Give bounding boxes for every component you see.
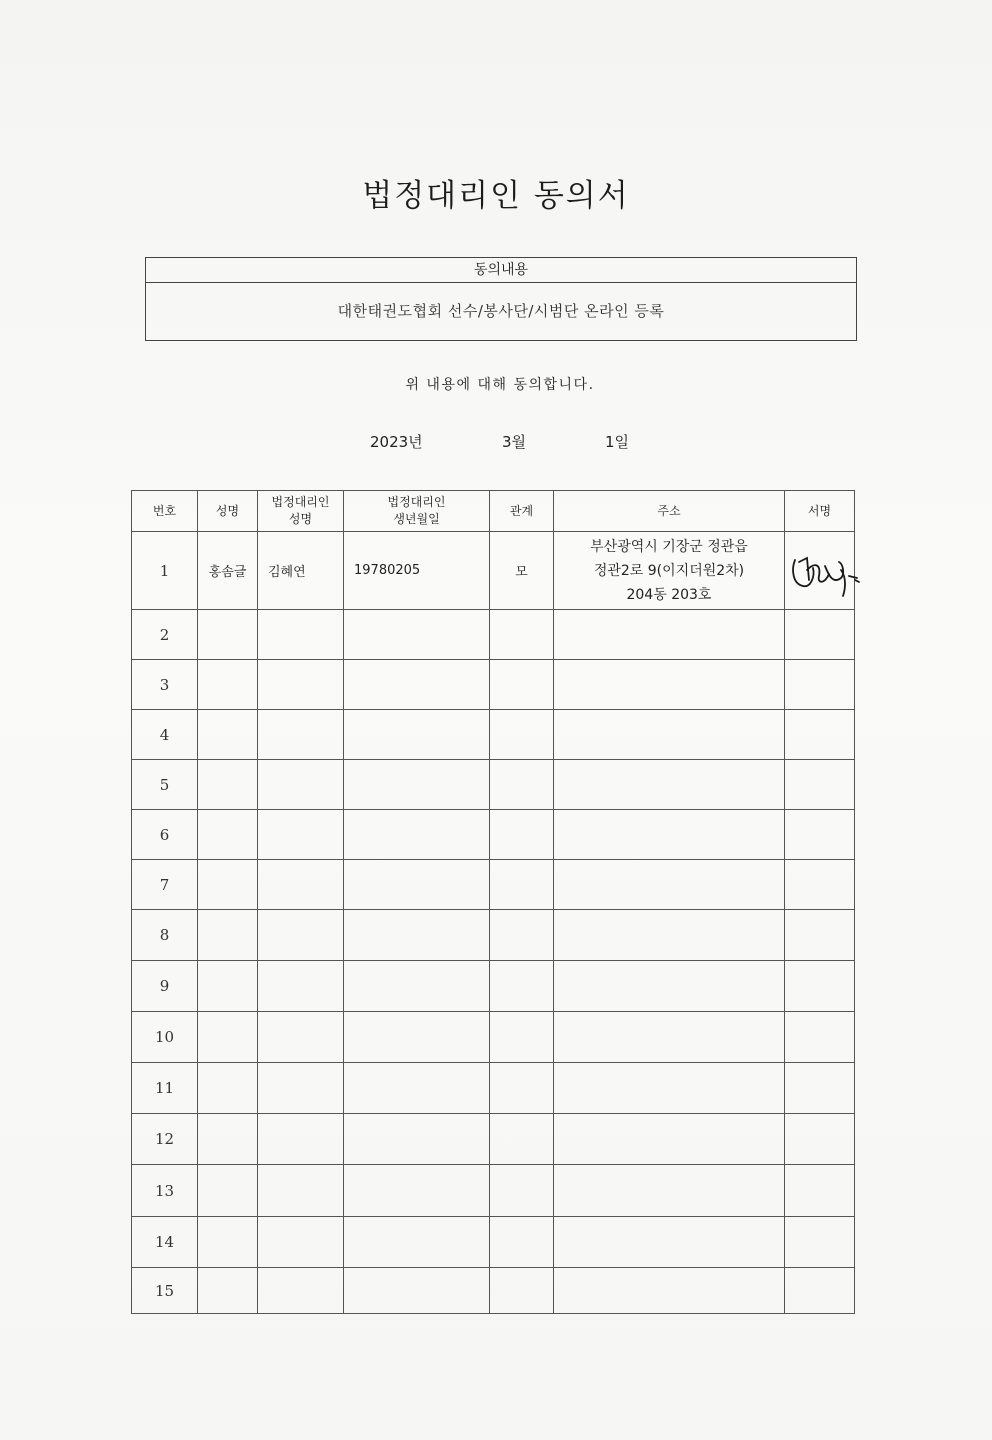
row-number: 8 <box>132 910 198 961</box>
guardian-birthdate <box>344 961 490 1012</box>
signature-cell <box>785 810 855 860</box>
table-row <box>132 660 855 710</box>
address <box>554 860 785 910</box>
guardian-birthdate <box>344 810 490 860</box>
guardian-birthdate <box>344 860 490 910</box>
guardian-name <box>258 961 344 1012</box>
guardian-birthdate <box>344 910 490 961</box>
guardian-name <box>258 860 344 910</box>
relation <box>490 961 554 1012</box>
row-number: 15 <box>132 1268 198 1314</box>
address <box>554 610 785 660</box>
table-row <box>132 760 855 810</box>
signature-cell <box>785 910 855 961</box>
guardian-name <box>258 1165 344 1217</box>
header-no: 번호 <box>132 491 198 532</box>
row-number: 14 <box>132 1217 198 1268</box>
row-number: 5 <box>132 760 198 810</box>
table-row <box>132 961 855 1012</box>
guardian-name: 김혜연 <box>258 532 344 610</box>
table-row <box>132 710 855 760</box>
student-name <box>198 1012 258 1063</box>
table-row <box>132 1114 855 1165</box>
guardian-birthdate <box>344 1012 490 1063</box>
table-row <box>132 1063 855 1114</box>
address <box>554 1165 785 1217</box>
student-name <box>198 660 258 710</box>
address <box>554 810 785 860</box>
address <box>554 1012 785 1063</box>
relation <box>490 760 554 810</box>
table-row <box>132 532 855 610</box>
consent-header: 동의내용 <box>146 258 856 283</box>
header-address: 주소 <box>554 491 785 532</box>
consent-content: 대한태권도협회 선수/봉사단/시범단 온라인 등록 <box>337 302 665 320</box>
signature-cell <box>785 610 855 660</box>
student-name <box>198 810 258 860</box>
row-number: 1 <box>132 532 198 610</box>
address-line: 204동 203호 <box>626 586 712 603</box>
relation <box>490 860 554 910</box>
address <box>554 532 785 610</box>
table-row <box>132 910 855 961</box>
date-year: 2023년 <box>370 433 423 451</box>
signature-stroke <box>841 570 845 596</box>
guardian-birthdate <box>344 1217 490 1268</box>
signature-cell <box>785 961 855 1012</box>
table-row <box>132 1268 855 1314</box>
student-name: 홍솜글 <box>198 532 258 610</box>
row-number: 7 <box>132 860 198 910</box>
signature-cell <box>785 1012 855 1063</box>
guardian-name <box>258 710 344 760</box>
address <box>554 1063 785 1114</box>
row-number: 4 <box>132 710 198 760</box>
guardian-name <box>258 910 344 961</box>
header-relation: 관계 <box>490 491 554 532</box>
signature-cell <box>785 1165 855 1217</box>
guardian-birthdate <box>344 1114 490 1165</box>
row-number: 3 <box>132 660 198 710</box>
student-name <box>198 1217 258 1268</box>
guardian-name <box>258 760 344 810</box>
guardian-name <box>258 810 344 860</box>
row-number: 6 <box>132 810 198 860</box>
table-row <box>132 1165 855 1217</box>
header-guardian-name: 법정대리인 성명 <box>258 491 344 532</box>
address <box>554 1217 785 1268</box>
date-day: 1일 <box>605 433 630 451</box>
row-number: 13 <box>132 1165 198 1217</box>
student-name <box>198 1114 258 1165</box>
guardian-name <box>258 610 344 660</box>
guardian-birthdate <box>344 1063 490 1114</box>
guardian-name <box>258 1114 344 1165</box>
address <box>554 710 785 760</box>
row-number: 9 <box>132 961 198 1012</box>
guardian-name <box>258 1268 344 1314</box>
relation <box>490 710 554 760</box>
date-month: 3월 <box>502 433 527 451</box>
guardian-table <box>131 490 855 1314</box>
relation <box>490 1012 554 1063</box>
table-row <box>132 810 855 860</box>
guardian-birthdate <box>344 610 490 660</box>
student-name <box>198 760 258 810</box>
consent-content-box <box>145 257 857 341</box>
relation <box>490 1268 554 1314</box>
signature-cell <box>785 1217 855 1268</box>
header-guardian-birth: 법정대리인 생년월일 <box>344 491 490 532</box>
guardian-name <box>258 660 344 710</box>
table-row <box>132 1217 855 1268</box>
header-signature: 서명 <box>785 491 855 532</box>
relation <box>490 610 554 660</box>
relation <box>490 1165 554 1217</box>
guardian-name <box>258 1217 344 1268</box>
address <box>554 1114 785 1165</box>
relation <box>490 910 554 961</box>
address-line: 정관2로 9(이지더원2차) <box>593 562 745 579</box>
signature-cell <box>785 1268 855 1314</box>
relation <box>490 810 554 860</box>
row-number: 11 <box>132 1063 198 1114</box>
student-name <box>198 910 258 961</box>
row-number: 10 <box>132 1012 198 1063</box>
address-line: 부산광역시 기장군 정관읍 <box>590 538 748 555</box>
student-name <box>198 1268 258 1314</box>
guardian-birthdate <box>344 1165 490 1217</box>
row-number: 2 <box>132 610 198 660</box>
signature-cell <box>785 860 855 910</box>
signature-cell <box>785 1114 855 1165</box>
guardian-birthdate <box>344 760 490 810</box>
student-name <box>198 1165 258 1217</box>
guardian-birthdate: 19780205 <box>344 532 490 610</box>
signature-cell <box>785 532 855 610</box>
table-body <box>132 532 855 1314</box>
address <box>554 910 785 961</box>
student-name <box>198 610 258 660</box>
guardian-birthdate <box>344 660 490 710</box>
address <box>554 660 785 710</box>
table-header-row <box>132 491 855 532</box>
header-name: 성명 <box>198 491 258 532</box>
relation <box>490 660 554 710</box>
signature-stroke <box>849 576 859 582</box>
signature-cell <box>785 1063 855 1114</box>
guardian-birthdate <box>344 710 490 760</box>
guardian-birthdate <box>344 1268 490 1314</box>
student-name <box>198 860 258 910</box>
student-name <box>198 1063 258 1114</box>
student-name <box>198 710 258 760</box>
relation <box>490 1063 554 1114</box>
row-number: 12 <box>132 1114 198 1165</box>
signature-stroke <box>793 560 813 586</box>
guardian-name <box>258 1012 344 1063</box>
table-row <box>132 860 855 910</box>
page-title: 법정대리인 동의서 <box>362 178 630 214</box>
address <box>554 760 785 810</box>
relation: 모 <box>490 532 554 610</box>
agreement-statement: 위 내용에 대해 동의합니다. <box>405 377 595 393</box>
handwritten-signature <box>785 540 863 598</box>
relation <box>490 1114 554 1165</box>
signature-cell <box>785 710 855 760</box>
relation <box>490 1217 554 1268</box>
address <box>554 1268 785 1314</box>
signature-cell <box>785 760 855 810</box>
table-row <box>132 1012 855 1063</box>
signature-cell <box>785 660 855 710</box>
table-row <box>132 610 855 660</box>
student-name <box>198 961 258 1012</box>
address <box>554 961 785 1012</box>
guardian-name <box>258 1063 344 1114</box>
